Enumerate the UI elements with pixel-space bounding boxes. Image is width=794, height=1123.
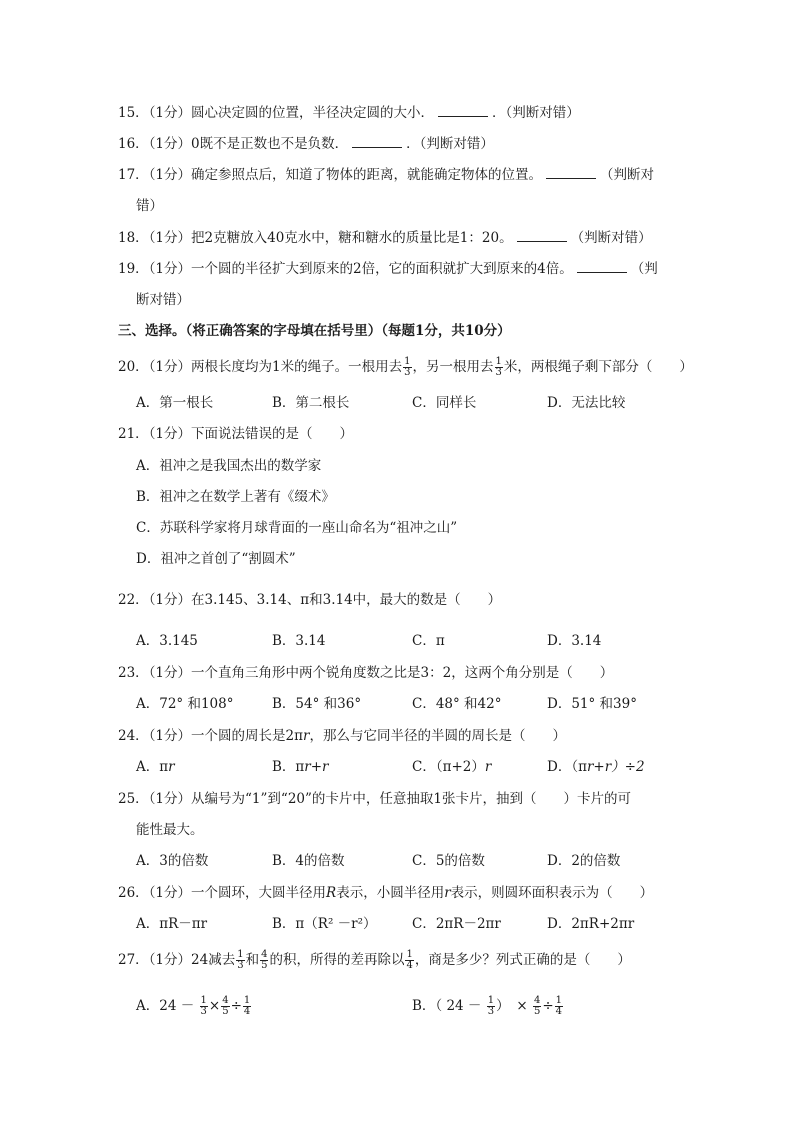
question-20: 20．（1分）两根长度均为1米的绳子。一根用去 $\frac{1}{3}$ ，另一根用去 $\frac{1}{3}$ 米，两根绳子剩下部分（ ） — [118, 356, 693, 378]
option-d[interactable]: D．无法比较 — [547, 395, 626, 411]
option-a[interactable]: A．第一根长 — [136, 395, 214, 411]
answer-blank[interactable] — [517, 229, 567, 242]
answer-blank[interactable] — [546, 166, 596, 179]
option-c[interactable]: C．48° 和42° — [412, 696, 502, 712]
option-c[interactable]: C．π — [412, 633, 445, 649]
option-d[interactable]: D．3.14 — [547, 633, 602, 649]
option-d[interactable]: D．2πR+2πr — [547, 916, 635, 932]
question-16: 16．（1分）0既不是正数也不是负数． ．（判断对错） — [118, 136, 494, 152]
fraction: $\frac{1}{3}$ — [404, 356, 411, 378]
option-c[interactable]: C．苏联科学家将月球背面的一座山命名为“祖冲之山” — [136, 520, 458, 536]
question-19: 19．（1分）一个圆的半径扩大到原来的2倍，它的面积就扩大到原来的4倍。 （判 — [118, 261, 658, 277]
option-a[interactable]: A．3的倍数 — [136, 853, 209, 869]
answer-blank[interactable] — [352, 135, 402, 148]
question-22: 22．（1分）在3.145、3.14、π和3.14中，最大的数是（ ） — [118, 592, 502, 608]
option-d[interactable]: D．祖冲之首创了“割圆术” — [136, 551, 296, 567]
fraction: $\frac{4}{5}$ — [261, 949, 268, 971]
option-b[interactable]: B．祖冲之在数学上著有《缀术》 — [136, 489, 335, 505]
option-b[interactable]: B．（ 24 － $\frac{1}{3}$ ） × $\frac{4}{5}$ ÷ $\frac{1}{4}$ — [412, 995, 563, 1017]
option-b[interactable]: B．3.14 — [272, 633, 326, 649]
option-c[interactable]: C．（π+2）r — [412, 759, 492, 775]
option-a[interactable]: A．24 － $\frac{1}{3}$ × $\frac{4}{5}$ ÷ $\frac{1}{4}$ — [136, 995, 251, 1017]
question-17-continued: 错） — [136, 198, 163, 214]
option-c[interactable]: C．5的倍数 — [412, 853, 485, 869]
question-18: 18．（1分）把2克糖放入40克水中，糖和糖水的质量比是1：20。 （判断对错） — [118, 230, 652, 246]
fraction: $\frac{1}{3}$ — [237, 949, 244, 971]
question-19-continued: 断对错） — [136, 292, 190, 308]
option-a[interactable]: A．祖冲之是我国杰出的数学家 — [136, 458, 322, 474]
option-c[interactable]: C．2πR－2πr — [412, 916, 501, 932]
option-b[interactable]: B．54° 和36° — [272, 696, 362, 712]
option-a[interactable]: A．πR－πr — [136, 916, 208, 932]
option-a[interactable]: A．72° 和108° — [136, 696, 234, 712]
question-23: 23．（1分）一个直角三角形中两个锐角度数之比是3：2，这两个角分别是（ ） — [118, 665, 614, 681]
option-c[interactable]: C．同样长 — [412, 395, 477, 411]
question-25: 25．（1分）从编号为“1”到“20”的卡片中，任意抽取1张卡片，抽到（ ）卡片的可 — [118, 791, 631, 807]
option-a[interactable]: A．3.145 — [136, 633, 198, 649]
question-24: 24．（1分）一个圆的周长是2πr，那么与它同半径的半圆的周长是（ ） — [118, 728, 566, 744]
question-26: 26．（1分）一个圆环，大圆半径用R表示，小圆半径用r表示，则圆环面积表示为（ ） — [118, 885, 654, 901]
fraction: $\frac{1}{4}$ — [406, 949, 413, 971]
question-21: 21．（1分）下面说法错误的是（ ） — [118, 426, 354, 442]
question-27: 27．（1分）24减去 $\frac{1}{3}$ 和 $\frac{4}{5}$ 的积，所得的差再除以 $\frac{1}{4}$ ，商是多少？列式正确的是（ ） — [118, 949, 631, 971]
option-a[interactable]: A．πr — [136, 759, 175, 775]
question-17: 17．（1分）确定参照点后，知道了物体的距离，就能确定物体的位置。 （判断对 — [118, 167, 655, 183]
option-d[interactable]: D．51° 和39° — [547, 696, 637, 712]
option-d[interactable]: D．（πr+r）÷2 — [547, 759, 645, 775]
fraction: $\frac{1}{3}$ — [495, 356, 502, 378]
option-b[interactable]: B．π（R² －r²） — [272, 916, 377, 932]
option-b[interactable]: B．4的倍数 — [272, 853, 345, 869]
question-15: 15．（1分）圆心决定圆的位置，半径决定圆的大小． ．（判断对错） — [118, 105, 580, 121]
answer-blank[interactable] — [438, 104, 488, 117]
answer-blank[interactable] — [577, 260, 627, 273]
section-heading: 三、选择。（将正确答案的字母填在括号里）（每题1分，共10分） — [118, 323, 511, 339]
option-b[interactable]: B．第二根长 — [272, 395, 350, 411]
option-d[interactable]: D．2的倍数 — [547, 853, 621, 869]
option-b[interactable]: B．πr+r — [272, 759, 329, 775]
question-25-continued: 能性最大。 — [136, 822, 204, 838]
